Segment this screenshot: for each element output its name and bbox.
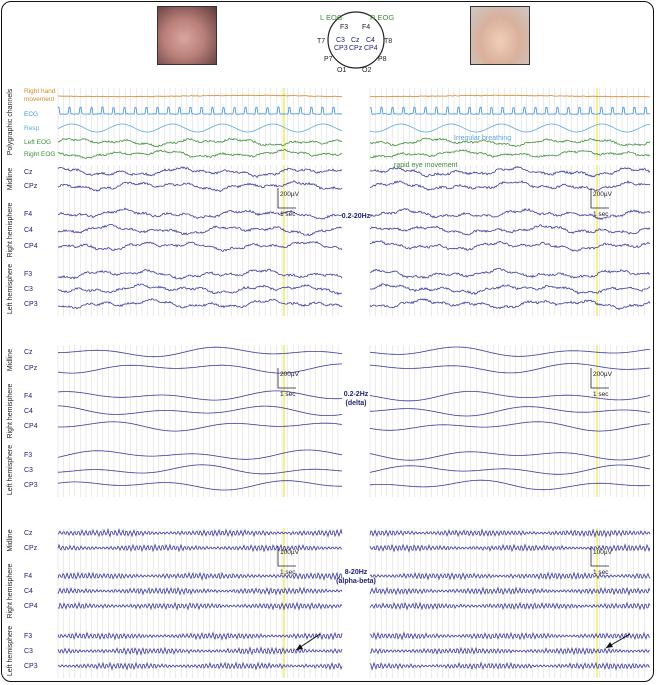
- group-label-left-2: Left hemisphere: [7, 625, 14, 677]
- electrode-P8: P8: [378, 56, 387, 63]
- scale-time-2-0: 1 sec: [280, 569, 296, 576]
- poly-label-4: Right EOG: [24, 151, 56, 158]
- channel-label-1-3: C4: [24, 408, 33, 415]
- highlight-bar: [596, 345, 598, 497]
- channel-label-2-4: CP4: [24, 603, 38, 610]
- scale-amplitude-1-1: 200µV: [593, 371, 612, 378]
- channel-label-2-1: CPz: [24, 545, 38, 552]
- poly-label-1: ECG: [24, 111, 39, 118]
- channel-label-1-4: CP4: [24, 423, 38, 430]
- channel-label-1-2: F4: [24, 393, 33, 400]
- poly-trace-left-4: [58, 149, 342, 158]
- channel-label-2-3: C4: [24, 588, 33, 595]
- eeg-trace-left-2-5: [58, 633, 342, 640]
- annotation-irregular-breathing: Irregular breathing: [454, 135, 512, 142]
- electrode-C3: C3: [336, 37, 345, 44]
- channel-label-0-6: C3: [24, 286, 33, 293]
- electrode-C4: C4: [366, 37, 375, 44]
- scale-time-2-1: 1 sec: [593, 569, 609, 576]
- electrode-CP3: CP3: [334, 45, 348, 52]
- electrode-Cz: Cz: [351, 37, 360, 44]
- eeg-trace-left-2-0: [58, 530, 342, 537]
- channel-label-0-2: F4: [24, 211, 33, 218]
- electrode-F4: F4: [362, 24, 371, 31]
- left-eog-label: L EOG: [320, 13, 343, 22]
- electrode-CPz: CPz: [349, 45, 363, 52]
- channel-label-1-1: CPz: [24, 365, 38, 372]
- channel-labels: [7, 88, 56, 676]
- channel-label-1-5: F3: [24, 452, 33, 459]
- eeg-trace-left-2-3: [58, 588, 342, 594]
- eeg-trace-left-0-0: [58, 167, 342, 178]
- eeg-trace-left-0-1: [58, 181, 342, 192]
- band-sublabel-2: (alpha-beta): [336, 578, 376, 585]
- eeg-trace-left-0-4: [58, 242, 342, 252]
- scale-amplitude-2-1: 100µV: [593, 549, 612, 556]
- highlight-bar: [596, 88, 598, 160]
- eeg-trace-left-0-2: [58, 208, 342, 219]
- electrode-montage: [317, 12, 394, 74]
- eeg-trace-left-1-3: [58, 406, 342, 416]
- group-label-midline-0: Midline: [7, 167, 14, 191]
- scale-time-1-0: 1 sec: [280, 391, 296, 398]
- eeg-trace-left-2-2: [58, 573, 342, 580]
- electrode-T8: T8: [384, 38, 393, 45]
- poly-label-2: Resp: [24, 125, 40, 132]
- channel-label-2-2: F4: [24, 573, 33, 580]
- eeg-trace-left-2-7: [58, 663, 342, 670]
- channel-label-0-3: C4: [24, 227, 33, 234]
- electrode-CP4: CP4: [364, 45, 378, 52]
- group-label-midline-1: Midline: [7, 348, 14, 372]
- scale-amplitude-2-0: 100µV: [280, 549, 299, 556]
- channel-label-1-7: CP3: [24, 482, 38, 489]
- band-label-1: 0.2-2Hz: [343, 391, 369, 398]
- eeg-trace-left-2-1: [58, 545, 342, 552]
- poly-trace-left-2: [58, 124, 342, 132]
- right-eog-label: R EOG: [370, 13, 395, 22]
- poly-label-0: Right hand: [24, 88, 56, 95]
- scale-time-1-1: 1 sec: [593, 391, 609, 398]
- group-label-right-2: Right hemisphere: [7, 563, 14, 619]
- electrode-P7: P7: [324, 56, 333, 63]
- annotation-rapid-eye-movement: rapid eye movement: [394, 162, 458, 169]
- scale-amplitude-1-0: 200µV: [280, 371, 299, 378]
- group-label-right-0: Right hemisphere: [7, 202, 14, 258]
- channel-label-2-5: F3: [24, 633, 33, 640]
- poly-trace-left-0: [58, 95, 342, 97]
- eeg-trace-left-0-7: [58, 299, 342, 309]
- scale-time-0-1: 1 sec: [593, 211, 609, 218]
- electrode-O1: O1: [337, 67, 347, 74]
- scale-amplitude-0-0: 200µV: [280, 191, 299, 198]
- eeg-trace-left-1-2: [58, 391, 342, 400]
- eeg-trace-left-2-4: [58, 603, 342, 610]
- eeg-trace-left-1-0: [58, 347, 342, 357]
- group-label-right-1: Right hemisphere: [7, 383, 14, 439]
- electrode-F3: F3: [340, 24, 349, 31]
- band-label-0: 0.2-20Hz: [341, 213, 371, 220]
- eeg-trace-left-1-5: [58, 450, 342, 459]
- highlight-markers: [283, 88, 598, 678]
- highlight-bar: [283, 165, 285, 316]
- channel-label-0-1: CPz: [24, 183, 38, 190]
- eeg-trace-left-1-7: [58, 481, 342, 490]
- electrode-T7: T7: [317, 38, 326, 45]
- eeg-trace-left-1-1: [58, 364, 342, 373]
- electrode-O2: O2: [362, 67, 372, 74]
- band-label-2: 8-20Hz: [344, 569, 368, 576]
- channel-label-0-5: F3: [24, 271, 33, 278]
- eeg-trace-left-0-3: [58, 225, 342, 236]
- channel-label-0-7: CP3: [24, 301, 38, 308]
- channel-label-2-7: CP3: [24, 663, 38, 670]
- group-label-left-0: Left hemisphere: [7, 263, 14, 315]
- eeg-trace-left-1-6: [58, 465, 342, 474]
- band-sublabel-1: (delta): [345, 400, 367, 407]
- channel-label-0-4: CP4: [24, 243, 38, 250]
- eeg-trace-left-1-4: [58, 422, 342, 431]
- channel-label-2-6: C3: [24, 648, 33, 655]
- eeg-trace-left-0-5: [58, 269, 342, 279]
- arrow-head-0: [296, 644, 303, 650]
- poly-label-3: Left EOG: [24, 139, 52, 146]
- scale-amplitude-0-1: 200µV: [593, 191, 612, 198]
- group-label-midline-2: Midline: [7, 529, 14, 552]
- channel-label-1-6: C3: [24, 467, 33, 474]
- channel-label-2-0: Cz: [24, 530, 33, 537]
- channel-label-0-0: Cz: [24, 169, 33, 176]
- group-label-left-1: Left hemisphere: [7, 444, 14, 496]
- poly-trace-left-3: [58, 138, 342, 146]
- poly-label-0b: movement: [24, 96, 55, 103]
- eeg-trace-left-0-6: [58, 284, 342, 295]
- scale-time-0-0: 1 sec: [280, 211, 296, 218]
- time-gridlines: [58, 88, 644, 678]
- poly-trace-left-1: [58, 107, 342, 114]
- group-label-polygraphic: Polygraphic channels: [7, 88, 14, 156]
- channel-label-1-0: Cz: [24, 349, 33, 356]
- highlight-bar: [283, 345, 285, 497]
